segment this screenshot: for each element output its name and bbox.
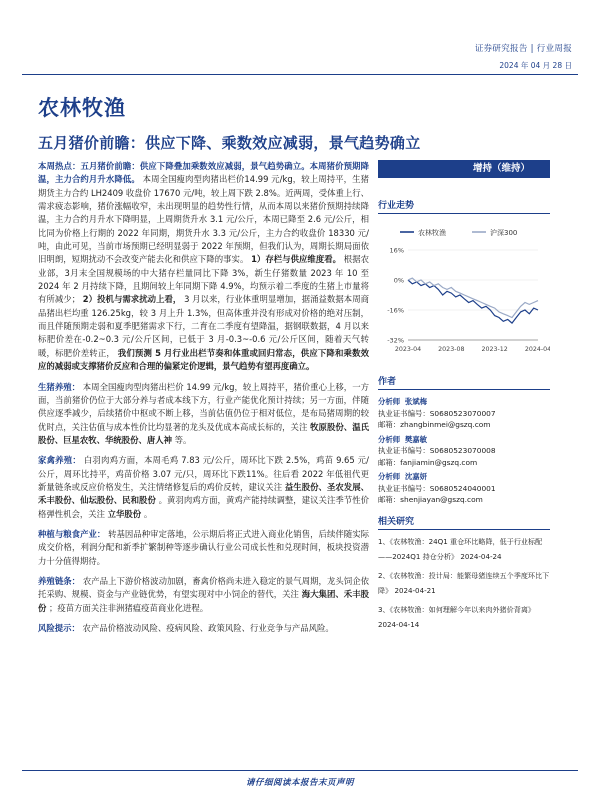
- risk-label: 风险提示：: [38, 623, 80, 633]
- paragraph-risk: [38, 622, 369, 635]
- analyst-name: 张斌梅: [404, 397, 428, 406]
- hotspot-s2-text: 3 月以来，行业体重明显增加，据涌益数据本周商品猪出栏均重 126.25kg，较 3 月上升 1.3%，但高体重并没有形成对价格的绝对压制，而且伴随预期走弱和夏季肥猪需求下行，二育在二季度有望降温，据钢联数据，4 月以来标肥价差在-0.2~0.3 元/公斤区间，已低于 3 月-0.3~-0.6 元/公斤区间，随着天气转暖，标肥价差转正，: [38, 294, 369, 358]
- analyst-name: 樊嘉敏: [404, 434, 428, 444]
- risk-text: 农产品价格波动风险、疫病风险、政策风险、行业竞争与产品风险。: [82, 623, 334, 633]
- y-tick-label: -16%: [387, 306, 404, 315]
- related-report-item[interactable]: [378, 568, 550, 598]
- seed-label: 种植与粮食产业：: [38, 528, 106, 539]
- analyst-email: 邮箱：shenjiayan@gszq.com: [378, 495, 483, 504]
- chain-text: 农产品上下游价格波动加剧，畜禽价格尚未进入稳定的景气周期，龙头饲企依托采购、规模、资金与产业链优势，有望实现对中小饲企的替代，关注: [38, 575, 370, 600]
- analyst-email: 邮箱：zhangbinmei@gszq.com: [378, 420, 491, 429]
- pig-stocks: 牧原股份、温氏股份、巨星农牧、华统股份、唐人神: [38, 421, 370, 445]
- hotspot-lead: 本周热点：五月猪价前瞻：供应下降叠加乘数效应减弱，景气趋势确立。本周猪价预期降温，主力合约月升水降低。: [38, 161, 369, 185]
- analyst-role: 分析师: [378, 472, 401, 481]
- analyst-cert: 执业证书编号：S0680523070008: [378, 446, 496, 455]
- analyst-cert: 执业证书编号：S0680523070007: [378, 408, 496, 418]
- paragraph-hotspot: [38, 160, 369, 374]
- analyst-role: 分析师: [378, 434, 401, 444]
- x-tick-label: 2024-04: [524, 346, 550, 353]
- trend-chart: [378, 220, 550, 370]
- paragraph-chain: [38, 575, 369, 615]
- report-headline: 五月猪价前瞻：供应下降、乘数效应减弱，景气趋势确立: [38, 134, 421, 152]
- seed-text: 转基因品种审定落地，公示期后将正式进入商业化销售，后续伴随实际成交价格，利润分配和新季扩繁制种等逐步确认行业公司成长性和兑现时间，板块投资潜力十分值得期待。: [38, 528, 370, 566]
- report-date: 2024 年 04 月 28 日: [499, 61, 572, 70]
- paragraph-poultry: [38, 454, 369, 521]
- chain-stocks: 海大集团、禾丰股份: [38, 589, 370, 613]
- series-line: [408, 280, 538, 323]
- legend-label: 农林牧渔: [418, 229, 446, 237]
- series-line: [408, 278, 538, 317]
- pig-end: 等。: [174, 434, 192, 445]
- poultry-mid: 。黄羽肉鸡方面，黄鸡产能持续调整，建议关注季节性价格弹性机会，关注: [38, 495, 370, 519]
- analyst-item: [378, 434, 550, 469]
- related-report-list: [378, 534, 550, 632]
- related-report-item[interactable]: [378, 602, 550, 632]
- sidebar: [378, 160, 550, 632]
- pig-text: 本周全国瘦肉型肉猪出栏价 14.99 元/kg，较上周持平，猪价重心上移，一方面，当前猪价仍位于大部分养与者成本线下方，行业产能优化预计持续；另一方面，伴随供应逐季减少，后续猪价中枢或不断上移，当前估值仍位于相对低位，是布局猪周期的较优时点，关注估值与成本性价比均显著的龙头及优成本高成长标的，关注: [38, 381, 369, 432]
- footer-disclaimer: 请仔细阅读本报告末页声明: [245, 778, 354, 788]
- hotspot-s2-bold: 我们预测 5 月行业出栏节奏和体重或回归常态，供应下降和乘数效应的减弱或支撑猪价反应和合理的偏紧定价逻辑，景气趋势有望再度确立。: [38, 347, 369, 372]
- related-report-title[interactable]: 1、《农林牧渔：24Q1 重仓环比略降，低于行业标配——2024Q1 持仓分析》: [378, 536, 543, 561]
- poultry-stocks2: 立华股份: [107, 508, 142, 519]
- trend-title: 行业走势: [378, 198, 550, 214]
- paragraph-seed: [38, 528, 369, 568]
- hotspot-s1-label: 1）存栏与供应维度看。: [251, 254, 342, 265]
- paragraph-pig: [38, 381, 369, 448]
- rating-badge: 增持（维持）: [378, 160, 550, 178]
- sector-title: 农林牧渔: [38, 96, 126, 120]
- x-tick-label: 2023-04: [394, 346, 422, 353]
- footer-divider: [22, 770, 578, 771]
- header-divider: [22, 74, 578, 75]
- trend-chart-svg: [378, 220, 550, 370]
- poultry-text: 白羽肉鸡方面，本周毛鸡 7.83 元/公斤，周环比下跌 2.5%，鸡苗 9.65 元/公斤，周环比持平，鸡苗价格 3.07 元/只，周环比下跌11%。往后看 2022 年低祖代更新量链条或反应价格发生，关注情绪修复后的鸡价反转，建议关注: [38, 455, 370, 492]
- chain-end: ；疫苗方面关注非洲猪瘟疫苗商业化进程。: [49, 602, 209, 613]
- poultry-label: 家禽养殖：: [38, 455, 81, 466]
- report-type: 证券研究报告 | 行业周报: [474, 44, 572, 54]
- x-tick-label: 2023-08: [438, 346, 465, 353]
- analyst-item: [378, 471, 550, 506]
- related-report-date: 2024-04-14: [378, 619, 420, 629]
- analyst-email: 邮箱：fanjiamin@gszq.com: [378, 457, 478, 467]
- related-report-date: 2024-04-21: [392, 585, 436, 595]
- related-report-title[interactable]: 3、《农林牧渔：如何理解今年以来肉外猪价背离》: [378, 604, 536, 614]
- x-tick-label: 2023-12: [481, 346, 508, 353]
- chain-label: 养殖链条：: [38, 575, 81, 586]
- y-tick-label: -32%: [387, 336, 404, 345]
- hotspot-s2-label: 2）投机与需求扰动上看，: [82, 294, 182, 305]
- related-report-title[interactable]: 2、《农林牧渔：投计局：能繁母猪连续五个季度环比下降》: [378, 570, 550, 595]
- analyst-item: [378, 396, 550, 431]
- authors-title: 作者: [378, 374, 550, 390]
- related-title: 相关研究: [378, 514, 550, 530]
- analyst-list: [378, 396, 550, 506]
- hotspot-s1-text: 根据农业部，3月末全国规模场的中大猪存栏量同比下降 3%，新生仔猪数量 2023 年 10 至 2024 年 2 月持续下降，且期间较上年同期下降 4.9%，均预示着二季度的生猪上市量将有所减少；: [38, 254, 369, 305]
- legend-label: 沪深300: [490, 229, 518, 237]
- main-body: [38, 160, 369, 642]
- y-tick-label: 16%: [389, 246, 404, 255]
- analyst-role: 分析师: [378, 397, 401, 406]
- poultry-stocks1: 益生股份、圣农发展、禾丰股份、仙坛股份、民和股份: [38, 481, 370, 506]
- related-report-item[interactable]: [378, 534, 550, 564]
- analyst-cert: 执业证书编号：S0680524040001: [378, 483, 496, 493]
- related-report-date: 2024-04-24: [458, 551, 502, 561]
- y-tick-label: 0%: [393, 276, 404, 285]
- poultry-end: 。: [143, 508, 153, 519]
- hotspot-text: 本周全国瘦肉型肉猪出栏价14.99 元/kg，较上周持平，生猪期货主力合约 LH2409 收盘价 17670 元/吨，较上周下跌 2.8%。近两周，受体重上行、需求疲态影响，猪价涨幅收窄，未出现明显的趋势性行情，从而本周以来猪价预期持续降温，主力合约月升水下降明显，上周期货升水 3.1 元/公斤，本周已降至 2.6 元/公斤，相比同为价格上行期的 2022 年同期，期货升水 3.3 元/公斤，主力合约收盘价 18330 元/吨，由此可见，当前市场预期已经明显弱于 2022 年预期，但我们认为，周期长期局面依旧明朗，短期扰动不会改变产能去化和供应下降的事实。: [38, 174, 370, 265]
- pig-label: 生猪养殖：: [38, 381, 81, 392]
- analyst-name: 沈嘉妍: [404, 472, 428, 481]
